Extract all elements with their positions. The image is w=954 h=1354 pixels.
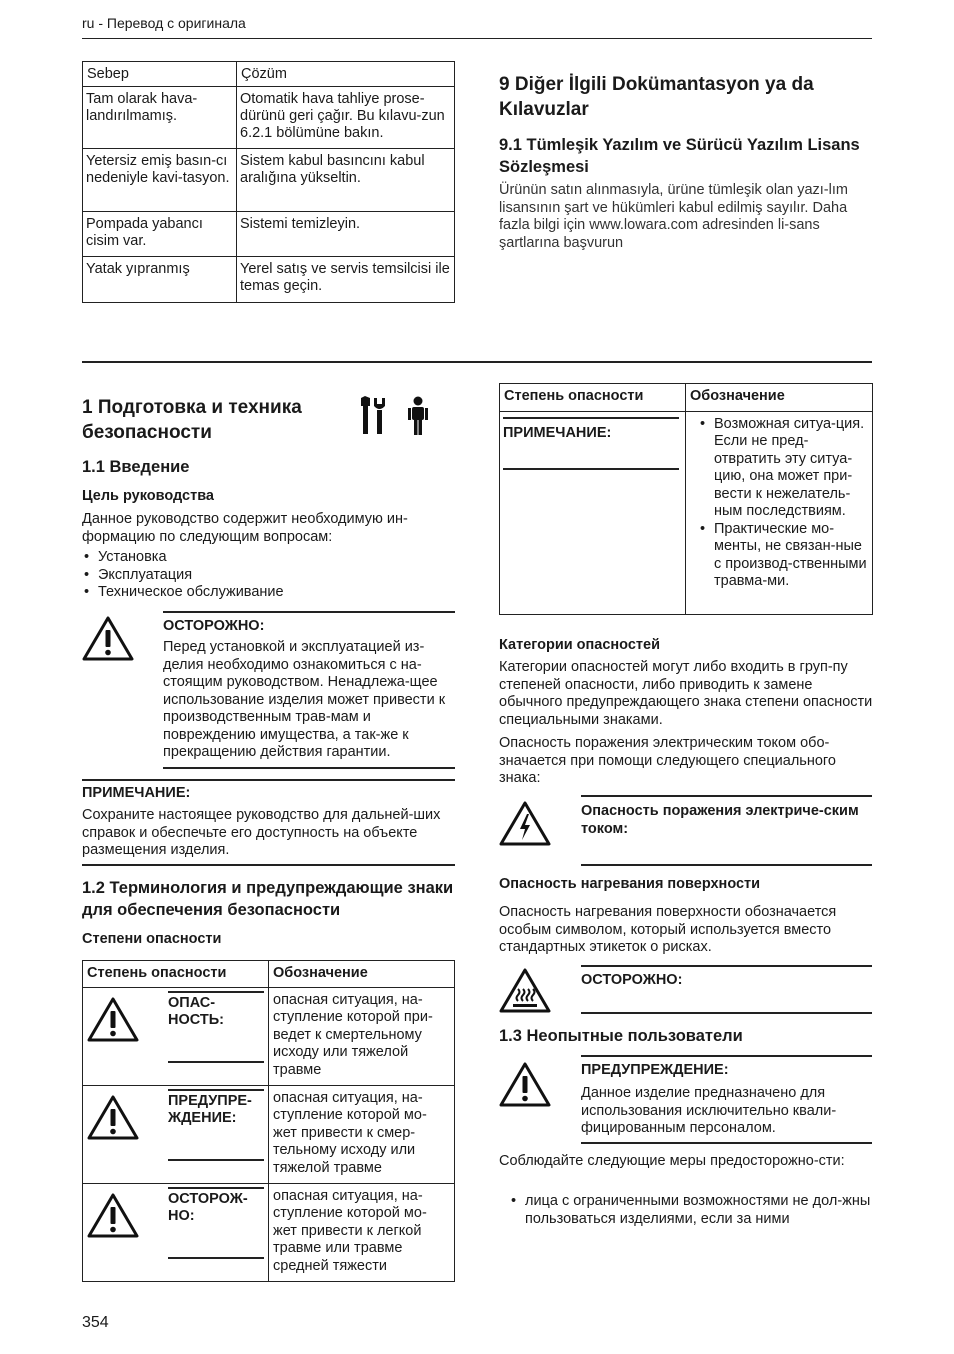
intro-text: Данное руководство содержит необходимую ин-формацию по следующим вопросам: (82, 511, 408, 545)
list-item: • Практические мо-менты, не связан-ные с производ-ственными травма-ми. (698, 521, 868, 591)
level-top-rule (168, 1187, 264, 1189)
severity-label: ОПАС-НОСТЬ: (168, 994, 224, 1028)
column-header: Степень опасности (500, 384, 686, 412)
level-top-rule (168, 1089, 264, 1091)
table-cell: Sistem kabul basıncını kabul aralığına yükseltin. (237, 149, 455, 212)
paragraph-heading: Цель руководства (82, 488, 214, 504)
severity-label: ПРЕДУПРЕ-ЖДЕНИЕ: (168, 1092, 252, 1126)
table-header-row (500, 384, 873, 412)
hot-bottom-rule (581, 1012, 872, 1014)
severity-label: ПРИМЕЧАНИЕ: (503, 424, 612, 441)
table-row (83, 987, 455, 1085)
license-text: Ürünün satın alınmasıyla, ürüne tümleşik olan yazı-lım lisansının şart ve hükümleri kabul edilmiş sayılır. Daha fazla bilgi için www.lowara.com adresinden li-sans şartlarına başvurun (499, 182, 848, 251)
chapter-heading: 1 Подготовка и техника безопасности (82, 397, 302, 443)
note-bottom-rule (82, 864, 455, 866)
paragraph-heading: Степени опасности (82, 931, 222, 947)
electric-hazard-icon (499, 800, 551, 851)
electric-top-rule (581, 795, 872, 797)
subsection-heading: 9.1 Tümleşik Yazılım ve Sürücü Yazılım Lisans Sözleşmesi (499, 136, 860, 176)
table-cell: Yatak yıpranmış (83, 257, 237, 303)
table-header-row (83, 62, 455, 87)
severity-description: опасная ситуация, на-ступление которой мо-жет привести к легкой травме или травме средней тяжести (269, 1183, 455, 1281)
level-top-rule (503, 417, 679, 419)
list-item: • Возможная ситуа-ция. Если не пред-отвратить эту ситуа-цию, она может при-вести к нежелатель-ным последствиям. (698, 416, 868, 521)
table-row (83, 149, 455, 212)
subsection-heading: 1.3 Неопытные пользователи (499, 1027, 743, 1045)
table-row (83, 87, 455, 149)
page-number: 354 (82, 1314, 109, 1331)
electric-intro-text: Опасность поражения электрическим током обо-значается при помощи следующего специального знака: (499, 735, 836, 786)
person-icon (405, 396, 431, 441)
level-top-rule (168, 991, 264, 993)
warning-triangle-icon (499, 1061, 551, 1112)
column-header: Çözüm (237, 62, 455, 87)
severity-level (83, 1086, 268, 1183)
table-row (83, 1085, 455, 1183)
severity-level (83, 988, 268, 1085)
electric-hazard-label: Опасность поражения электриче-ским током: (581, 803, 859, 837)
table-cell: Yerel satış ve servis temsilcisi ile temas geçin. (237, 257, 455, 303)
column-header: Sebep (83, 62, 237, 87)
warning-label: ПРЕДУПРЕЖДЕНИЕ: (581, 1062, 729, 1078)
hot-caution-label: ОСТОРОЖНО: (581, 972, 683, 988)
section-heading: 9 Diğer İlgili Dokümantasyon ya da Kılavuzlar (499, 74, 814, 120)
caution-top-rule (163, 611, 455, 613)
table-header-row (83, 961, 455, 988)
caution-bottom-rule (163, 767, 455, 769)
level-bottom-rule (168, 1061, 264, 1063)
precautions-text: Соблюдайте следующие меры предосторожно-сти: (499, 1153, 845, 1169)
severity-level (83, 1184, 268, 1281)
warning-bottom-rule (581, 1142, 872, 1144)
severity-description: опасная ситуация, на-ступление которой при-ведет к смертельному исходу или тяжелой травме (269, 987, 455, 1085)
caution-text: Перед установкой и эксплуатацией из-делия необходимо ознакомиться с на-стоящим руководством. Ненадлежа-щее использование изделия может привести к производственным трав-мам и повреждению имущества, а так-же к прекращению действия гарантии. (163, 639, 446, 760)
table-row (83, 212, 455, 257)
subsection-heading: 1.1 Введение (82, 458, 190, 476)
tools-icon (360, 396, 388, 441)
warning-text: Данное изделие предназначено для использования исключительно квали-фицированным персоналом. (581, 1085, 837, 1136)
note-text: Сохраните настоящее руководство для дальней-ших справок и обеспечьте его доступность на объекте размещения изделия. (82, 807, 441, 858)
running-header: ru - Перевод с оригинала (82, 15, 246, 31)
table-row (83, 257, 455, 303)
warning-triangle-icon (82, 615, 134, 666)
note-top-rule (82, 779, 455, 781)
severity-table (82, 960, 455, 1282)
warning-triangle-icon (87, 996, 139, 1048)
warning-top-rule (581, 1055, 872, 1057)
list-item: • Техническое обслуживание (82, 584, 454, 602)
severity-table-continued (499, 383, 873, 615)
table-row (500, 411, 873, 614)
table-cell: Pompada yabancı cisim var. (83, 212, 237, 257)
list-item: • лица с ограниченными возможностями не дол-жны пользоваться изделиями, если за ними (509, 1193, 873, 1228)
table-row (83, 1183, 455, 1281)
header-divider (82, 38, 872, 39)
list-item: • Эксплуатация (82, 567, 454, 585)
level-bottom-rule (168, 1159, 264, 1161)
purpose-list (82, 549, 454, 602)
level-bottom-rule (503, 468, 679, 470)
page-divider (82, 361, 872, 363)
note-label: ПРИМЕЧАНИЕ: (82, 785, 191, 801)
categories-text: Категории опасностей могут либо входить в груп-пу степеней опасности, либо приводить к замене обычного предупреждающего знака степени опасности специальными знаками. (499, 659, 873, 728)
level-bottom-rule (168, 1257, 264, 1259)
note-description-list (688, 416, 868, 591)
severity-description: опасная ситуация, на-ступление которой мо-жет привести к смер-тельному исходу или тяжелой травме (269, 1085, 455, 1183)
table-cell: Sistemi temizleyin. (237, 212, 455, 257)
table-cell: Otomatik hava tahliye prose-dürünü geri çağır. Bu kılavu-zun 6.2.1 bölümüne bakın. (237, 87, 455, 149)
severity-label: ОСТОРОЖ-НО: (168, 1190, 248, 1224)
column-header: Обозначение (269, 961, 455, 988)
list-item: • Установка (82, 549, 454, 567)
warning-triangle-icon (87, 1192, 139, 1244)
table-cell: Yetersiz emiş basın-cı nedeniyle kavi-tasyon. (83, 149, 237, 212)
column-header: Степень опасности (83, 961, 269, 988)
precautions-list (509, 1193, 873, 1228)
warning-triangle-icon (87, 1094, 139, 1146)
table-cell: Tam olarak hava-landırılmamış. (83, 87, 237, 149)
troubleshooting-table (82, 61, 455, 303)
hot-surface-icon (499, 967, 551, 1018)
hot-surface-text: Опасность нагревания поверхности обозначается особым символом, который используется вместо стандартных этикеток о рисках. (499, 904, 837, 955)
subsection-heading: 1.2 Терминология и предупреждающие знаки для обеспечения безопасности (82, 879, 454, 919)
column-header: Обозначение (686, 384, 873, 412)
caution-label: ОСТОРОЖНО: (163, 618, 265, 634)
hot-top-rule (581, 965, 872, 967)
paragraph-heading: Опасность нагревания поверхности (499, 876, 761, 892)
paragraph-heading: Категории опасностей (499, 637, 660, 653)
electric-bottom-rule (581, 864, 872, 866)
